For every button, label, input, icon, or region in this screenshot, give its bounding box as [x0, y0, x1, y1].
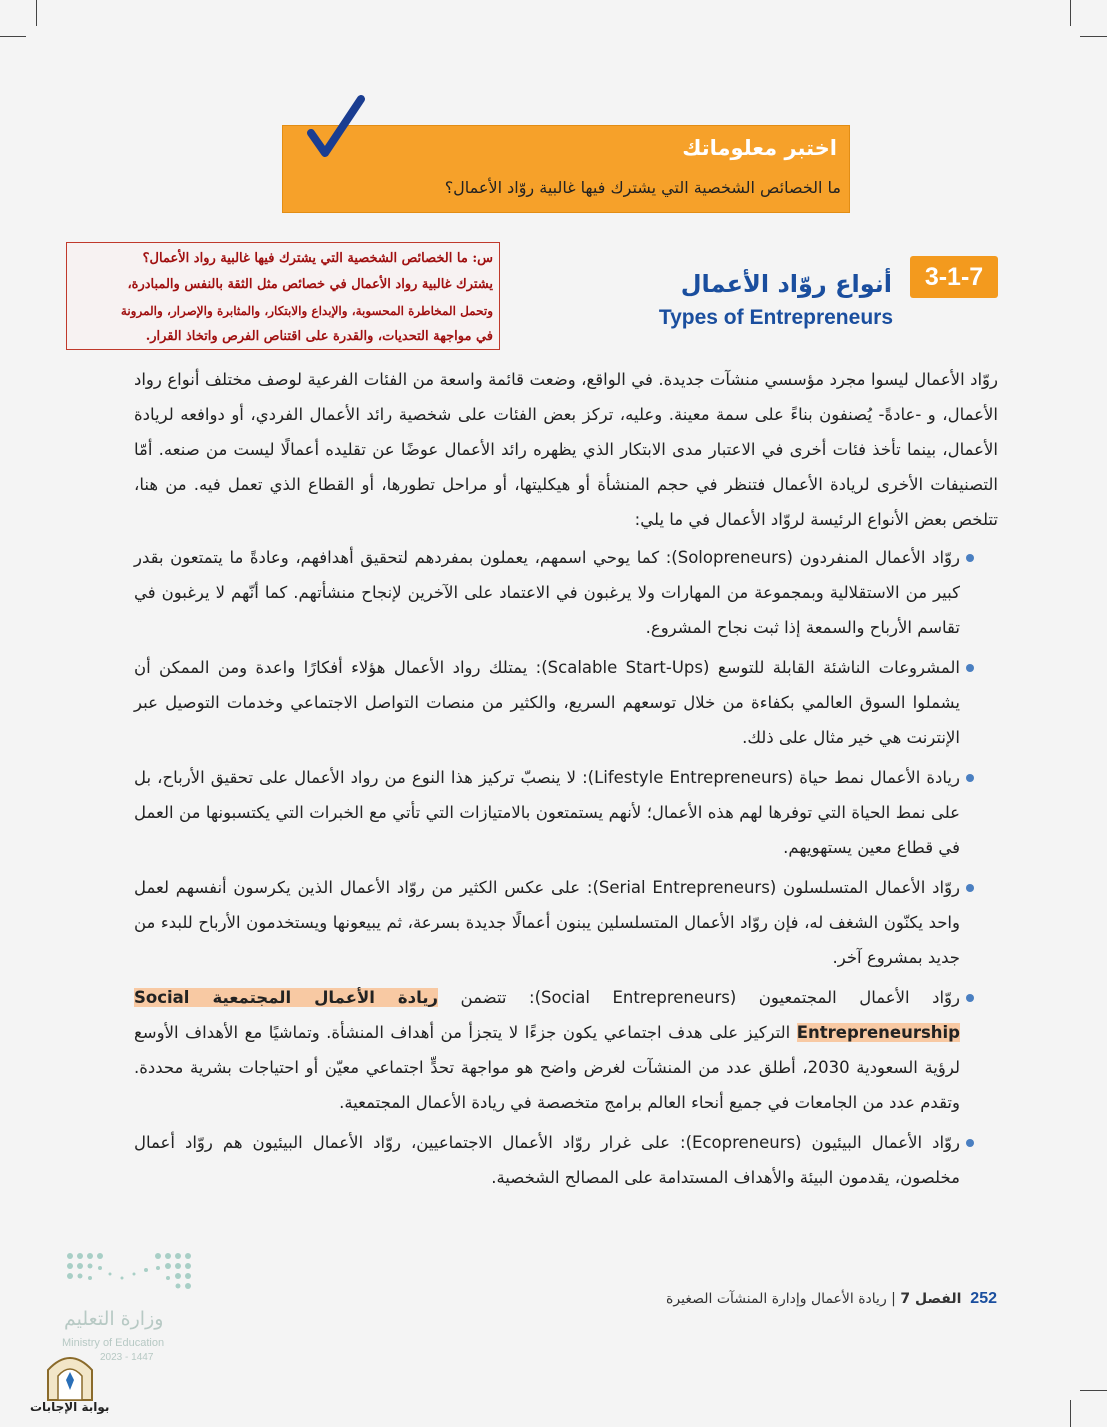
- bullet-dot-icon: [966, 774, 974, 782]
- page-footer: [666, 1290, 997, 1308]
- key-term-highlight: ريادة الأعمال المجتمعية Social Entrepreneurship: [134, 988, 960, 1042]
- section-title-ar: أنواع روّاد الأعمال: [680, 270, 892, 298]
- footer-separator: |: [891, 1291, 896, 1307]
- quiz-box: [282, 125, 850, 213]
- crop-mark: [0, 36, 26, 37]
- answer-line: س: ما الخصائص الشخصية التي يشترك فيها غالبية رواد الأعمال؟: [142, 251, 493, 266]
- crop-mark: [1080, 1390, 1107, 1391]
- intro-paragraph: [134, 362, 998, 537]
- bullet-item: [134, 540, 960, 645]
- checkmark-icon: [305, 95, 365, 165]
- bullet-text: روّاد الأعمال المجتمعيون (Social Entrepreneurs): تتضمن: [460, 988, 960, 1007]
- bullet-text: المشروعات الناشئة القابلة للتوسع (Scalable Start-Ups): يمتلك رواد الأعمال هؤلاء أفكارًا واعدة ومن الممكن أن يشملوا السوق العالمي بكفاءة من خلال توسعهم السريع، والكثير من منصات التواصل الاجتماعي وخدمات التوصيل عبر الإنترنت هي خير مثال على ذلك.: [134, 658, 960, 747]
- bullet-list: [134, 540, 960, 1200]
- page-number: 252: [970, 1290, 997, 1307]
- bullet-item: [134, 870, 960, 975]
- answer-line: يشترك غالبية رواد الأعمال في خصائص مثل الثقة بالنفس والمبادرة،: [127, 277, 493, 292]
- crop-mark: [1070, 0, 1071, 26]
- chapter-title: ريادة الأعمال وإدارة المنشآت الصغيرة: [666, 1291, 887, 1307]
- portal-watermark: [30, 1350, 110, 1420]
- ministry-year: 2023 - 1447: [100, 1352, 154, 1363]
- section-number: 3-1-7: [910, 256, 998, 298]
- bullet-item: [134, 980, 960, 1120]
- bullet-text: روّاد الأعمال المتسلسلون (Serial Entrepreneurs): على عكس الكثير من روّاد الأعمال الذين يكرسون أنفسهم لعمل واحد يكنّون الشغف له، فإن روّاد الأعمال المتسلسلين يبنون أعمالًا جديدة بسرعة، ثم يبيعونها ويستخدمون الأرباح للبدء من جديد بمشروع آخر.: [134, 878, 961, 967]
- intro-text: روّاد الأعمال ليسوا مجرد مؤسسي منشآت جديدة. في الواقع، وضعت قائمة واسعة من الفئات الفرعية لوصف مختلف أنواع رواد الأعمال، و -عادةً- يُصنفون بناءً على سمة معينة. وعليه، تركز بعض الفئات على شخصية رائد الأعمال الفردي، أو دوافعه لريادة الأعمال، بينما تأخذ فئات أخرى في الاعتبار مدى الابتكار الذي يظهره رائد الأعمال عوضًا عن تقليده أعمالًا ليست من صنعه. أمّا التصنيفات الأخرى لريادة الأعمال فتنظر في حجم المنشأة أو هيكليتها، أو مراحل تطورها، أو القطاع الذي تعمل فيه. من هنا، تتلخص بعض الأنواع الرئيسة لروّاد الأعمال في ما يلي:: [134, 370, 998, 529]
- answer-line: في مواجهة التحديات، والقدرة على اقتناص الفرص واتخاذ القرار.: [145, 329, 493, 344]
- answer-line: وتحمل المخاطرة المحسوبة، والإبداع والابتكار، والمثابرة والإصرار، والمرونة: [120, 304, 493, 318]
- bullet-dot-icon: [966, 884, 974, 892]
- crop-mark: [36, 0, 37, 26]
- bullet-item: [134, 760, 960, 865]
- ministry-name-ar: وزارة التعليم: [64, 1308, 164, 1330]
- bullet-text-rest: التركيز على هدف اجتماعي يكون جزءًا لا يتجزأ من أهداف المنشأة. وتماشيًا مع الأهداف الأوسع لرؤية السعودية 2030، أطلق عدد من المنشآت لغرض واضح هو مواجهة تحدٍّ اجتماعي معيّن أو احتياجات بشرية محددة. وتقدم عدد من الجامعات في جميع أنحاء العالم برامج متخصصة في ريادة الأعمال المجتمعية.: [134, 1023, 960, 1112]
- bullet-text: روّاد الأعمال المنفردون (Solopreneurs): كما يوحي اسمهم، يعملون بمفردهم لتحقيق أهدافهم، وعادةً ما يتمتعون بقدر كبير من الاستقلالية وبمجموعة من المهارات ولا يرغبون في الاعتماد على الآخرين لإنجاح منشأتهم. كما أنّهم لا يرغبون في تقاسم الأرباح والسمعة إذا ثبت نجاح المشروع.: [134, 548, 960, 637]
- ministry-dots-icon: [62, 1250, 202, 1300]
- crop-mark: [1080, 36, 1107, 37]
- chapter-label: الفصل 7: [900, 1291, 962, 1307]
- portal-label: بوابة الإجابات: [30, 1400, 110, 1414]
- answer-box: [66, 242, 500, 350]
- bullet-text: ريادة الأعمال نمط حياة (Lifestyle Entrepreneurs): لا ينصبّ تركيز هذا النوع من رواد الأعمال على تحقيق الأرباح، بل على نمط الحياة التي توفرها لهم هذه الأعمال؛ لأنهم يستمتعون بالامتيازات التي تأتي مع الخبرات التي يكتسبونها من العمل في قطاع معين يستهويهم.: [134, 768, 960, 857]
- crop-mark: [1070, 1400, 1071, 1427]
- bullet-dot-icon: [966, 664, 974, 672]
- quiz-question: ما الخصائص الشخصية التي يشترك فيها غالبية روّاد الأعمال؟: [444, 178, 841, 197]
- ministry-name-en: Ministry of Education: [62, 1337, 165, 1349]
- bullet-item: [134, 1125, 960, 1195]
- bullet-dot-icon: [966, 554, 974, 562]
- quiz-title: اختبر معلوماتك: [682, 136, 837, 160]
- bullet-dot-icon: [966, 994, 974, 1002]
- bullet-item: [134, 650, 960, 755]
- section-title-en: Types of Entrepreneurs: [658, 306, 893, 329]
- bullet-dot-icon: [966, 1139, 974, 1147]
- bullet-text: روّاد الأعمال البيئيون (Ecopreneurs): على غرار روّاد الأعمال الاجتماعيين، روّاد الأعمال البيئيون هم روّاد أعمال مخلصون، يقدمون البيئة والأهداف المستدامة على المصالح الشخصية.: [134, 1133, 960, 1187]
- portal-arch-icon: [40, 1350, 100, 1402]
